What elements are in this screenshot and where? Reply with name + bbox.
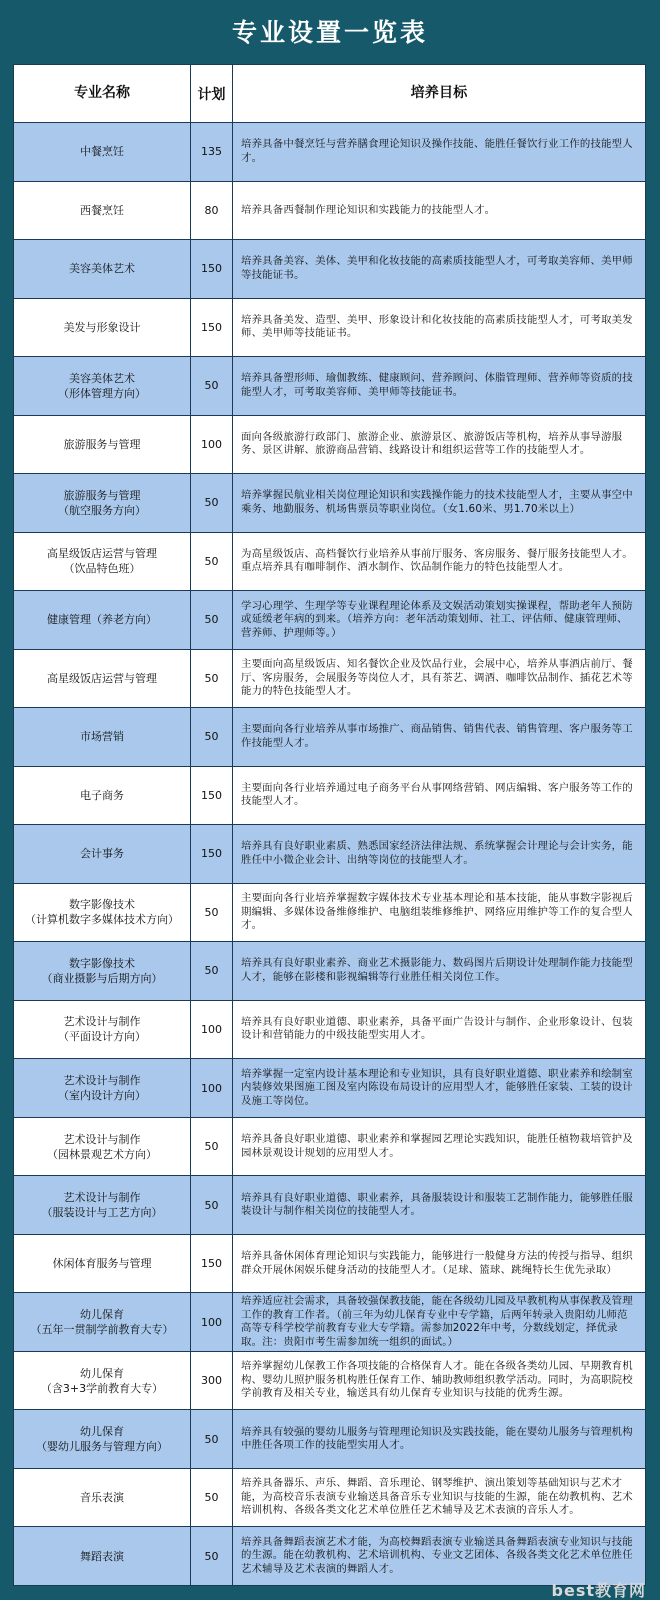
major-name-cell [14,1001,191,1059]
major-name-line: 幼儿保育 [80,1366,124,1380]
plan-count-cell: 50 [191,708,233,766]
watermark-logo: best教育网 [551,1581,646,1600]
training-goal-cell [233,1118,645,1176]
plan-count-cell: 150 [191,299,233,357]
plan-count-cell: 50 [191,942,233,1000]
plan-count-cell: 50 [191,1469,233,1527]
major-name-cell [14,474,191,532]
table-row [14,650,645,709]
training-goal-text: 主要面向各行业培养掌握数字媒体技术专业基本理论和基本技能，能从事数字影视后期编辑、多媒体设备维修维护、电脑组装维修维护、网络应用维护等工作的复合型人才。 [241,892,633,932]
major-name-line: 幼儿保育 [80,1308,124,1322]
major-name-line: 西餐烹饪 [80,203,124,217]
major-name-line: （园林景观艺术方向） [47,1147,157,1161]
major-name-line: （五年一贯制学前教育大专） [30,1323,174,1337]
training-goal-cell [233,884,645,942]
major-name-line: （含3+3学前教育大专） [40,1381,164,1395]
major-name-cell [14,357,191,415]
table-row [14,474,645,533]
major-name-line: 美容美体艺术 [69,262,135,276]
training-goal-text: 为高星级饭店、高档餐饮行业培养从事前厅服务、客房服务、餐厅服务技能型人才。重点培养具有咖啡制作、酒水制作、饮品制作能力的特色技能型人才。 [241,547,633,574]
major-name-cell [14,1352,191,1410]
major-name-line: 高星级饭店运营与管理 [47,547,157,561]
plan-count-cell: 100 [191,1293,233,1351]
training-goal-text: 培养具备西餐制作理论知识和实践能力的技能型人才。 [241,203,496,216]
plan-count-cell: 50 [191,1410,233,1468]
major-name-line: 高星级饭店运营与管理 [47,671,157,685]
plan-count-cell: 50 [191,357,233,415]
plan-count-cell: 150 [191,240,233,298]
plan-count-cell: 150 [191,1235,233,1293]
header-major-name: 专业名称 [14,65,191,122]
major-name-line: （航空服务方向） [58,503,146,517]
major-name-line: 美容美体艺术 [69,371,135,385]
table-row [14,591,645,650]
major-name-cell [14,533,191,591]
major-name-line: 美发与形象设计 [63,320,141,334]
major-name-line: 艺术设计与制作 [63,1074,141,1087]
table-row [14,884,645,943]
training-goal-cell [233,942,645,1000]
training-goal-text: 培养具有良好职业素养、商业艺术摄影能力、数码图片后期设计处理制作能力技能型人才，能够在影楼和影视编辑等行业胜任相关岗位工作。 [241,957,633,983]
major-name-line: 电子商务 [80,788,124,802]
training-goal-text: 培养掌握幼儿保教工作各项技能的合格保育人才。能在各级各类幼儿园、早期教育机构、婴幼儿照护服务机构胜任保育工作、辅助教师组织教学活动。同时，为高职院校学前教育及相关专业，输送具有幼儿保育专业知识与技能的优秀生源。 [241,1360,633,1400]
training-goal-cell [233,1293,645,1351]
plan-count-cell: 50 [191,1118,233,1176]
training-goal-text: 培养具备美容、美体、美甲和化妆技能的高素质技能型人才，可考取美容师、美甲师等技能证书。 [241,255,633,281]
major-name-line: 艺术设计与制作 [63,1132,141,1146]
major-name-line: 旅游服务与管理 [63,437,141,451]
training-goal-text: 培养具备器乐、声乐、舞蹈、音乐理论、钢琴维护、演出策划等基础知识与艺术才能，为高校音乐表演专业输送具备音乐专业知识与技能的生源，能在幼教机构、艺术培训机构、各级各类文化艺术单位胜任艺术辅导及艺术表演的音乐人才。 [241,1477,633,1517]
table-row [14,1059,645,1118]
major-name-cell [14,1235,191,1293]
major-name-line: 艺术设计与制作 [63,1015,141,1029]
page-title: 专业设置一览表 [231,18,428,47]
plan-count-cell: 50 [191,591,233,649]
major-name-cell [14,767,191,825]
training-goal-cell [233,123,645,181]
major-name-line: 幼儿保育 [80,1425,124,1439]
plan-count-cell: 100 [191,1059,233,1117]
major-name-cell [14,650,191,708]
training-goal-cell [233,533,645,591]
plan-count-cell: 100 [191,1001,233,1059]
major-name-line: 数字影像技术 [69,956,135,970]
training-goal-text: 培养具备舞蹈表演艺术才能，为高校舞蹈表演专业输送具备舞蹈表演专业知识与技能的生源。能在幼教机构、艺术培训机构、专业文艺团体、各级各类文化艺术单位胜任艺术辅导及艺术表演的舞蹈人才。 [241,1535,633,1575]
major-name-cell [14,1469,191,1527]
major-name-line: （饮品特色班） [63,562,141,576]
header-goal: 培养目标 [410,84,468,101]
plan-count-cell: 150 [191,767,233,825]
plan-count-cell: 100 [191,416,233,474]
training-goal-cell [233,1176,645,1234]
training-goal-text: 主要面向各行业培养通过电子商务平台从事网络营销、网店编辑、客户服务等工作的技能型人才。 [241,781,633,808]
major-name-cell [14,708,191,766]
training-goal-cell [233,591,645,649]
major-name-cell [14,825,191,883]
major-name-line: 音乐表演 [80,1491,124,1505]
major-name-line: 休闲体育服务与管理 [52,1257,152,1271]
major-name-line: 数字影像技术 [69,898,135,912]
table-row [14,182,645,241]
plan-count-cell: 50 [191,884,233,942]
training-goal-text: 培养具有良好职业素质、熟悉国家经济法律法规、系统掌握会计理论与会计实务，能胜任中小微企业会计、出纳等岗位的技能型人才。 [241,840,633,866]
training-goal-cell [233,474,645,532]
training-goal-text: 主要面向高星级饭店、知名餐饮企业及饮品行业，会展中心，培养从事酒店前厅、餐厅、客房服务，会展服务等岗位人才，具有茶艺、调酒、咖啡饮品制作、插花艺术等能力的特色技能型人才。 [241,658,633,698]
training-goal-cell [233,416,645,474]
training-goal-text: 培养具有较强的婴幼儿服务与管理理论知识及实践技能，能在婴幼儿服务与管理机构中胜任各项工作的技能型实用人才。 [241,1425,633,1452]
table-header-row [14,65,645,123]
major-name-line: （计算机数字多媒体技术方向） [25,913,179,927]
major-name-line: （室内设计方向） [58,1089,146,1102]
major-table [13,64,646,1586]
major-name-cell [14,240,191,298]
major-name-line: （商业摄影与后期方向） [41,971,163,985]
header-plan: 计划 [191,65,233,122]
table-row [14,1469,645,1528]
major-name-cell [14,1293,191,1351]
training-goal-cell [233,1410,645,1468]
training-goal-cell [233,1352,645,1410]
training-goal-cell [233,182,645,240]
major-name-line: 中餐烹饪 [80,145,124,159]
major-name-line: 艺术设计与制作 [63,1191,141,1205]
major-name-cell [14,182,191,240]
table-row [14,1410,645,1469]
major-name-cell [14,884,191,942]
table-row [14,357,645,416]
plan-count-cell: 50 [191,474,233,532]
training-goal-text: 学习心理学、生理学等专业课程理论体系及文娱活动策划实操课程，帮助老年人预防或延缓老年病的到来。（培养方向：老年活动策划师、社工、评估师、健康管理师、营养师、护理师等。） [241,599,633,639]
plan-count-cell: 50 [191,1527,233,1585]
major-name-line: （平面设计方向） [58,1030,146,1044]
plan-count-cell: 135 [191,123,233,181]
major-name-line: 舞蹈表演 [80,1549,124,1563]
training-goal-cell [233,1527,645,1585]
table-row [14,533,645,592]
training-goal-cell [233,357,645,415]
training-goal-cell [233,1001,645,1059]
major-name-cell [14,299,191,357]
training-goal-text: 培养具备美发、造型、美甲、形象设计和化妆技能的高素质技能型人才，可考取美发师、美甲师等技能证书。 [241,313,633,340]
plan-count-cell: 150 [191,825,233,883]
major-name-cell [14,1527,191,1585]
training-goal-text: 培养具有良好职业道德、职业素养，具备平面广告设计与制作、企业形象设计、包装设计和营销能力的中级技能型实用人才。 [241,1015,633,1042]
major-name-line: （婴幼儿服务与管理方向） [36,1440,168,1454]
table-row [14,123,645,182]
table-row [14,1001,645,1060]
table-row [14,1352,645,1411]
training-goal-cell [233,240,645,298]
table-row [14,416,645,475]
training-goal-cell [233,825,645,883]
training-goal-text: 培养具备中餐烹饪与营养膳食理论知识及操作技能、能胜任餐饮行业工作的技能型人才。 [241,138,633,164]
major-name-cell [14,123,191,181]
major-name-line: 市场营销 [80,730,124,744]
training-goal-cell [233,650,645,708]
training-goal-cell [233,299,645,357]
major-name-cell [14,1059,191,1117]
table-row [14,825,645,884]
major-name-cell [14,591,191,649]
training-goal-cell [233,1059,645,1117]
major-name-line: 会计事务 [80,847,124,861]
plan-count-cell: 80 [191,182,233,240]
table-row [14,1235,645,1294]
plan-count-cell: 50 [191,650,233,708]
plan-count-cell: 50 [191,533,233,591]
table-row [14,299,645,358]
training-goal-text: 培养具备塑形师、瑜伽教练、健康顾问、营养顾问、体脂管理师、营养师等资质的技能型人才，可考取美容师、美甲师等技能证书。 [241,372,633,398]
training-goal-text: 培养掌握一定室内设计基本理论和专业知识，具有良好职业道德、职业素养和绘制室内装修效果图施工图及室内陈设布局设计的应用型人才，能够胜任家装、工装的设计及施工等岗位。 [241,1067,633,1107]
major-name-line: （服装设计与工艺方向） [41,1206,163,1220]
major-name-line: （形体管理方向） [58,386,146,400]
training-goal-text: 培养适应社会需求，具备较强保教技能，能在各级幼儿园及早教机构从事保教及管理工作的教育工作者。（前三年为幼儿保育专业中专学籍，后两年转录入贵阳幼儿师范高等专科学校学前教育专业大专学籍。需参加2022年中考，分数线划定，择优录取。注：贵阳市考生需参加统一组织的面试。） [241,1295,633,1348]
plan-count-cell: 50 [191,1176,233,1234]
table-row [14,1176,645,1235]
training-goal-text: 培养具备休闲体育理论知识与实践能力，能够进行一般健身方法的传授与指导、组织群众开展休闲娱乐健身活动的技能型人才。（足球、篮球、跳绳特长生优先录取） [241,1250,633,1276]
table-row [14,708,645,767]
table-row [14,1293,645,1352]
training-goal-text: 培养掌握民航业相关岗位理论知识和实践操作能力的技术技能型人才，主要从事空中乘务、地勤服务、机场售票员等职业岗位。（女1.60米、男1.70米以上） [241,489,633,515]
table-row [14,767,645,826]
major-name-cell [14,1410,191,1468]
major-name-cell [14,942,191,1000]
training-goal-text: 面向各级旅游行政部门、旅游企业、旅游景区、旅游饭店等机构，培养从事导游服务、景区讲解、旅游商品营销、线路设计和组织运营等工作的技能型人才。 [241,430,623,457]
training-goal-cell [233,767,645,825]
major-name-line: 旅游服务与管理 [63,488,141,502]
major-name-line: 健康管理（养老方向） [47,613,157,627]
table-row [14,240,645,299]
major-name-cell [14,1118,191,1176]
training-goal-text: 培养具有良好职业道德、职业素养，具备服装设计和服装工艺制作能力，能够胜任服装设计与制作相关岗位的技能型人才。 [241,1191,633,1218]
table-row [14,942,645,1001]
plan-count-cell: 300 [191,1352,233,1410]
training-goal-cell [233,708,645,766]
major-name-cell [14,1176,191,1234]
table-row [14,1118,645,1177]
training-goal-text: 培养具备良好职业道德、职业素养和掌握园艺理论实践知识，能胜任植物栽培管护及园林景观设计规划的应用型人才。 [241,1133,633,1159]
table-row [14,1527,645,1585]
training-goal-text: 主要面向各行业培养从事市场推广、商品销售、销售代表、销售管理、客户服务等工作技能型人才。 [241,723,633,749]
major-name-cell [14,416,191,474]
training-goal-cell [233,1469,645,1527]
training-goal-cell [233,1235,645,1293]
